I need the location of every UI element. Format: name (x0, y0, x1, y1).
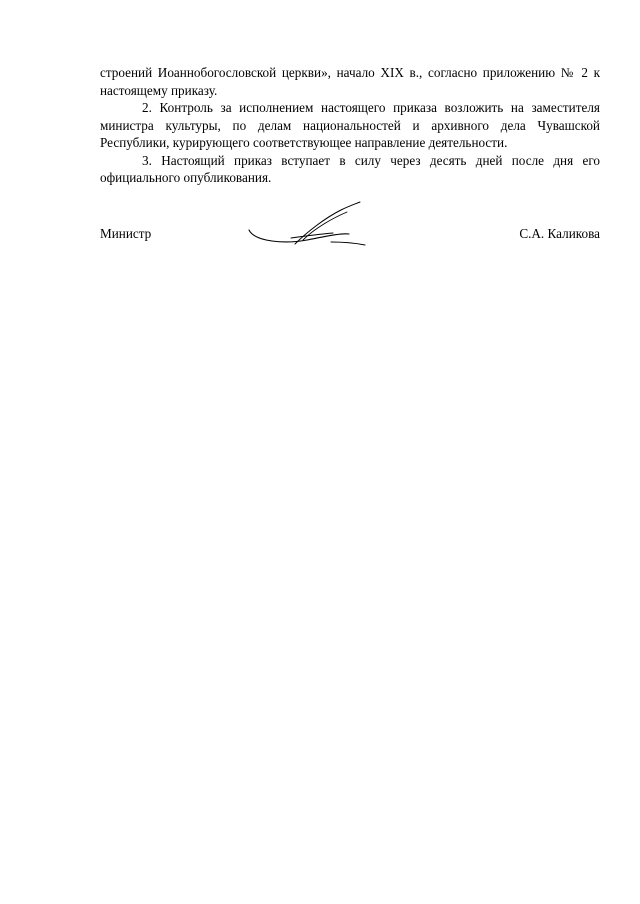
paragraph-continuation: строений Иоаннобогословской церкви», начало XIX в., согласно приложению № 2 к настоящему приказу. (100, 65, 600, 98)
signatory-title: Министр (100, 226, 152, 241)
paragraph-item-2: 2. Контроль за исполнением настоящего приказа возложить на заместителя министра культуры, по делам национальностей и архивного дела Чувашской Республики, курирующего соответствующее направление деятельности. (100, 100, 600, 150)
paragraph-item-3: 3. Настоящий приказ вступает в силу через десять дней после дня его официального опубликования. (100, 152, 600, 185)
document-body (100, 64, 600, 187)
handwritten-signature-icon (245, 200, 370, 252)
signatory-name: С.А. Каликова (519, 226, 600, 241)
